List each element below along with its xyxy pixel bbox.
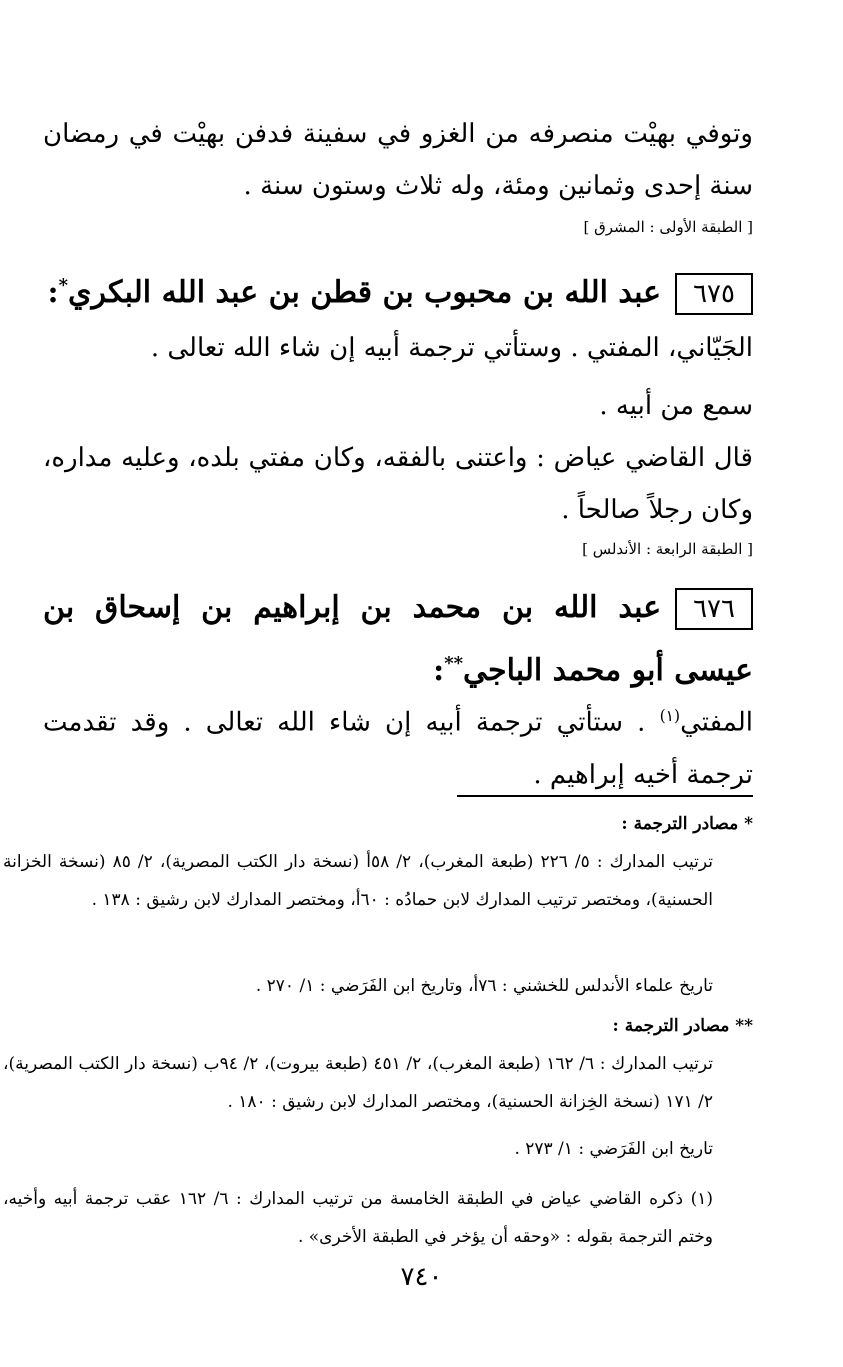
entry-675-name: عبد الله بن محبوب بن قطن بن عبد الله البكري: [68, 275, 662, 310]
entry-675-qadi-quote: قال القاضي عياض : واعتنى بالفقه، وكان مفتي بلده، وعليه مداره، وكان رجلاً صالحاً .: [43, 443, 753, 525]
entry-675-heading: [43, 258, 753, 321]
footnote-1: (١) ذكره القاضي عياض في الطبقة الخامسة من ترتيب المدارك : ٦/ ١٦٢ عقب ترجمة أبيه وأخيه، وختم الترجمة بقوله : «وحقه أن يؤخر في الطبقة الأخرى» .: [3, 1189, 713, 1247]
sources-2-madarik: ترتيب المدارك : ٦/ ١٦٢ (طبعة المغرب)، ٢/ ٤٥١ (طبعة بيروت)، ٢/ ٩٤ب (نسخة دار الكتب المصرية)، ٢/ ١٧١ (نسخة الخِزانة الحسنية)، ومختصر المدارك لابن رشيق : ١٨٠ .: [3, 1054, 713, 1112]
sources-heading-1: * مصادر الترجمة :: [621, 814, 753, 834]
heading-colon: :: [433, 653, 445, 688]
heading-colon: :: [47, 275, 59, 310]
source-mark-1: *: [58, 275, 68, 296]
page-number: ٧٤٠: [400, 1262, 443, 1292]
footnote-divider: [457, 795, 753, 797]
tier-label-east: [ الطبقة الأولى : المشرق ]: [583, 218, 753, 236]
sources-heading-2: ** مصادر الترجمة :: [612, 1016, 753, 1036]
entry-676-title-word: المفتي: [680, 707, 753, 738]
entry-676-rest: . ستأتي ترجمة أبيه إن شاء الله تعالى . وقد تقدمت ترجمة أخيه إبراهيم .: [43, 707, 753, 790]
entry-676-heading: [43, 580, 753, 699]
tier-label-andalus: [ الطبقة الرابعة : الأندلس ]: [582, 540, 753, 558]
entry-number-675: ٦٧٥: [675, 273, 753, 315]
entry-676-name: عبد الله بن محمد بن إبراهيم بن إسحاق بن عيسى أبو محمد الباجي: [43, 590, 753, 688]
source-mark-2: **: [444, 653, 464, 674]
entry-676-body: [43, 690, 753, 801]
sources-1-madarik: ترتيب المدارك : ٥/ ٢٢٦ (طبعة المغرب)، ٢/ ٥٨أ (نسخة دار الكتب المصرية)، ٢/ ٨٥ (نسخة الخزانة الحسنية)، ومختصر ترتيب المدارك لابن حمادُه : ٦٠أ، ومختصر المدارك لابن رشيق : ١٣٨ .: [3, 852, 714, 910]
entry-675-nisba: الجَيّاني، المفتي . وستأتي ترجمة أبيه إن شاء الله تعالى .: [150, 333, 753, 363]
sources-2-faradi: تاريخ ابن الفَرَضي : ١/ ٢٧٣ .: [514, 1139, 713, 1159]
closing-paragraph: وتوفي بهيْت منصرفه من الغزو في سفينة فدفن بهيْت في رمضان سنة إحدى وثمانين ومئة، وله ثلاث وستون سنة .: [43, 119, 753, 201]
footnote-ref-1: (١): [659, 707, 681, 725]
entry-675-heard: سمع من أبيه .: [599, 391, 753, 421]
entry-number-676: ٦٧٦: [675, 588, 753, 630]
sources-1-khushani: تاريخ علماء الأندلس للخشني : ٧٦أ، وتاريخ ابن الفَرَضي : ١/ ٢٧٠ .: [255, 976, 713, 996]
